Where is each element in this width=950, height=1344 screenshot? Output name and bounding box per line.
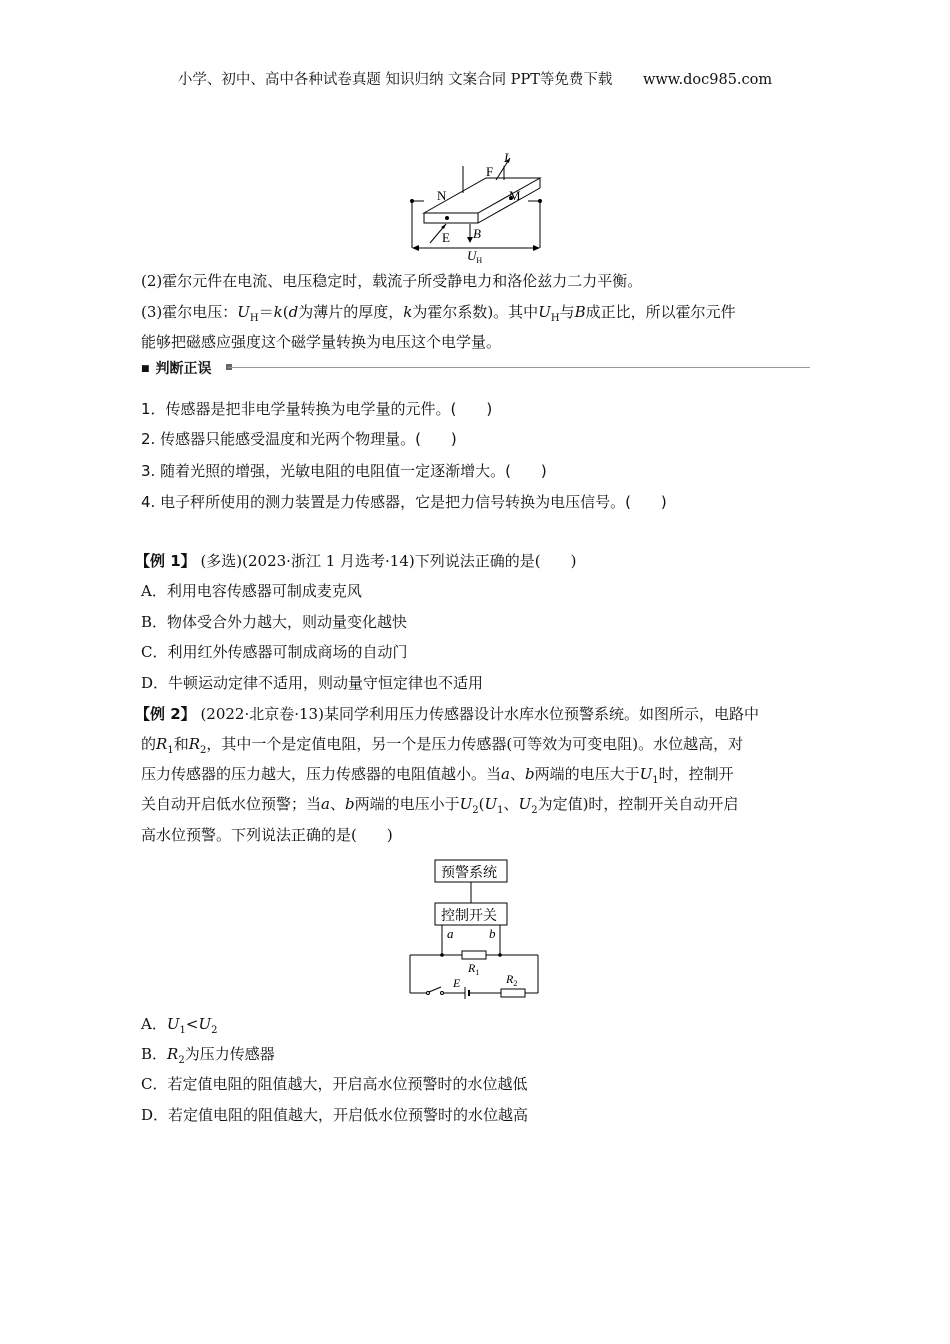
example1-option-a: A．利用电容传感器可制成麦克风 (141, 582, 362, 600)
example2-option-d: D．若定值电阻的阻值越大，开启低水位预警时的水位越高 (141, 1106, 529, 1124)
label-a: a (447, 926, 454, 941)
example1-option-d: D．牛顿运动定律不适用，则动量守恒定律也不适用 (141, 674, 484, 692)
point-3: (3)霍尔电压：$U_H=k(d$为薄片的厚度，k为霍尔系数)。其中$U_H$与B成正比，所以霍尔元件 (141, 303, 736, 324)
example2-line3: 压力传感器的压力越大，压力传感器的电阻值越小。当a、b两端的电压大于$U_1$时，控制开 (141, 765, 734, 786)
example2-option-c: C．若定值电阻的阻值越大，开启高水位预警时的水位越低 (141, 1075, 528, 1093)
label-B: B (473, 226, 481, 241)
example2-option-b: B．$R_2$为压力传感器 (141, 1045, 275, 1066)
label-I: I (504, 150, 509, 165)
box-control-switch: 控制开关 (441, 908, 497, 924)
point-2: (2)霍尔元件在电流、电压稳定时，载流子所受静电力和洛伦兹力二力平衡。 (141, 272, 643, 290)
hall-element-figure (400, 148, 550, 265)
point-3-line2: 能够把磁感应强度这个磁学量转换为电压这个电学量。 (141, 333, 502, 351)
judge-item-2: 2. 传感器只能感受温度和光两个物理量。( ) (141, 430, 457, 448)
example2-line4: 关自动开启低水位预警；当a、b两端的电压小于$U_2(U_1$、$U_2$为定值)时，控制开关自动开启 (141, 795, 739, 816)
judge-item-3: 3. 随着光照的增强，光敏电阻的电阻值一定逐渐增大。( ) (141, 462, 547, 480)
label-N: N (437, 188, 447, 203)
header-site[interactable]: www.doc985.com (642, 72, 773, 88)
example2-line1: 【例 2】 (2022·北京卷·13)某同学利用压力传感器设计水库水位预警系统。如图所示，电路中 (135, 705, 759, 723)
label-U: $U_H$ (467, 248, 483, 265)
example1-stem: 【例 1】 (多选)(2023·浙江 1 月选考·14)下列说法正确的是( ) (135, 552, 577, 570)
label-R2: $R_2$ (506, 972, 518, 988)
example2-option-a: A．$U_1<U_2$ (141, 1015, 218, 1036)
page-header (0, 68, 950, 89)
label-E: E (453, 976, 461, 990)
label-F: F (486, 164, 494, 179)
section-divider (228, 367, 810, 368)
example1-option-b: B．物体受合外力越大，则动量变化越快 (141, 613, 408, 631)
box-warning-system: 预警系统 (441, 865, 497, 881)
judge-item-4: 4. 电子秤所使用的测力装置是力传感器，它是把力信号转换为电压信号。( ) (141, 493, 667, 511)
judge-item-1: 1．传感器是把非电学量转换为电学量的元件。( ) (141, 400, 493, 418)
section-title-judge: ■ 判断正误 (141, 361, 212, 377)
label-R1: $R_1$ (468, 961, 480, 977)
label-M: M (509, 188, 521, 203)
label-E: E (442, 230, 450, 245)
example2-line2: 的$R_1$和$R_2$，其中一个是定值电阻，另一个是压力传感器(可等效为可变电阻)。水位越高，对 (141, 735, 744, 756)
circuit-figure (405, 855, 545, 1000)
label-b: b (489, 926, 496, 941)
example1-option-c: C．利用红外传感器可制成商场的自动门 (141, 643, 408, 661)
header-text: 小学、初中、高中各种试卷真题 知识归纳 文案合同 PPT等免费下载 (177, 72, 613, 88)
example2-line5: 高水位预警。下列说法正确的是( ) (141, 826, 393, 844)
